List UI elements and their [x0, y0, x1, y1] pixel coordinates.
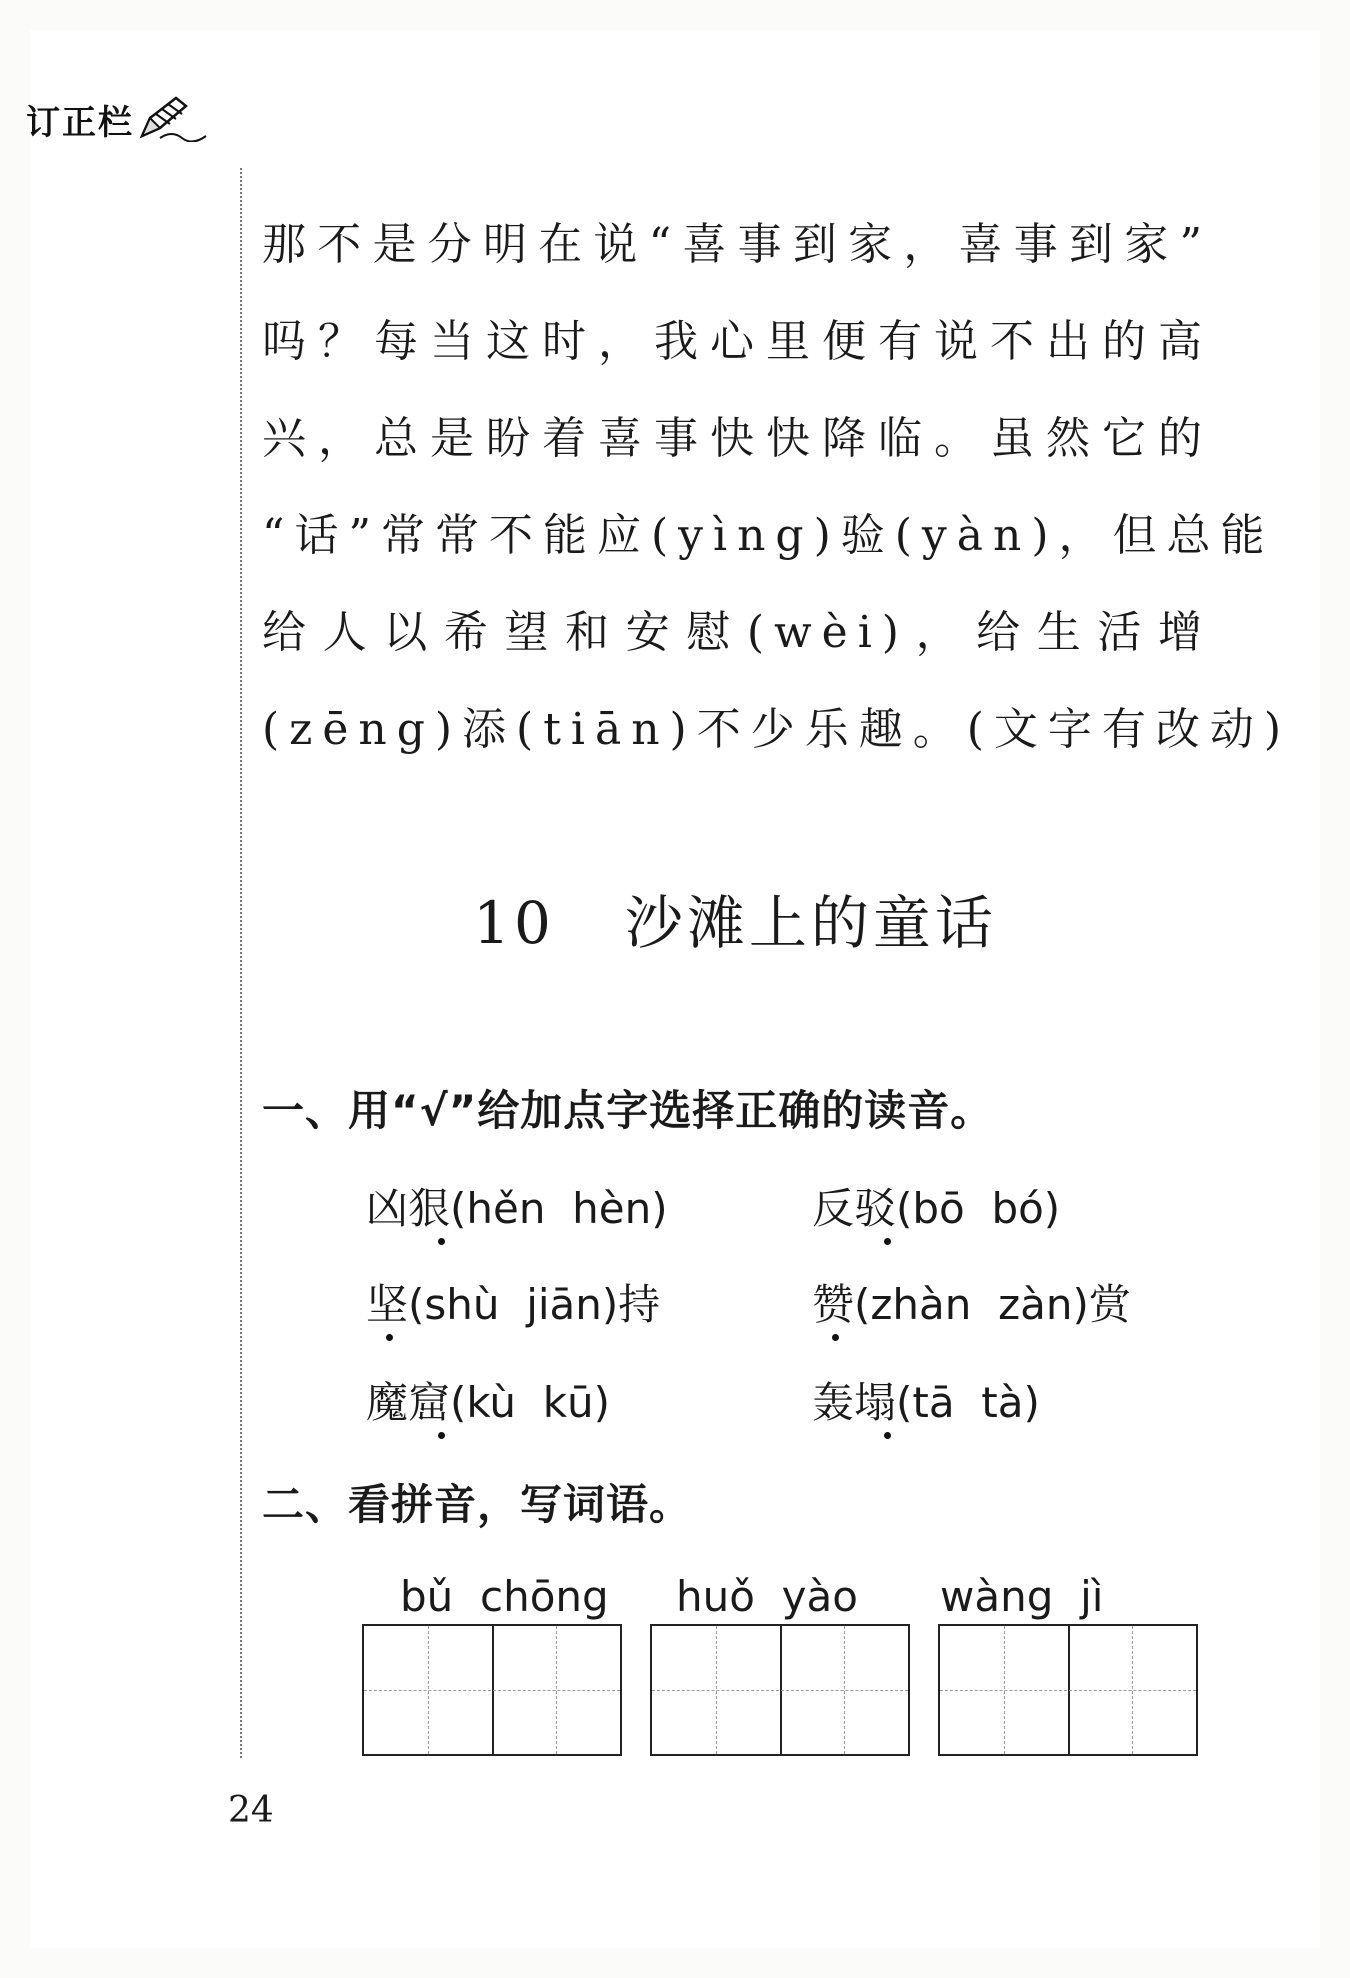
choice-item: 轰塌(tā tà) [812, 1378, 1040, 1427]
writing-box[interactable] [938, 1624, 1198, 1756]
lesson-title [0, 876, 1350, 960]
margin-title: 订正栏 [26, 102, 134, 143]
page-number: 24 [228, 1790, 274, 1831]
choice-item: 凶狠(hěn hèn) [366, 1184, 668, 1233]
choice-item: 赞(zhàn zàn)赏 [812, 1280, 1131, 1329]
passage-line: “话”常常不能应(yìng)验(yàn)，但总能 [262, 510, 1275, 561]
emphasis-dot [438, 1238, 445, 1245]
question-2-heading: 二、看拼音，写词语。 [262, 1480, 693, 1529]
passage-line: 那不是分明在说“喜事到家，喜事到家” [262, 219, 1212, 270]
lesson-name: 沙滩上的童话 [624, 889, 997, 957]
passage [262, 196, 1292, 778]
emphasis-dot [884, 1238, 891, 1245]
writing-box[interactable] [650, 1624, 910, 1756]
emphasis-dot [884, 1432, 891, 1439]
writing-box[interactable] [362, 1624, 622, 1756]
choice-item: 魔窟(kù kū) [366, 1378, 611, 1427]
margin-divider [240, 168, 242, 1758]
lesson-number: 10 [473, 889, 555, 957]
pinyin-label: bǔ chōng [400, 1572, 609, 1621]
emphasis-dot [386, 1334, 393, 1341]
emphasis-dot [438, 1432, 445, 1439]
passage-line: (zēng)添(tiān)不少乐趣。(文字有改动) [262, 704, 1292, 755]
pinyin-label: huǒ yào [676, 1572, 858, 1621]
question-1-heading: 一、用“√”给加点字选择正确的读音。 [262, 1086, 994, 1135]
passage-line: 给人以希望和安慰(wèi)，给生活增 [262, 607, 1212, 658]
passage-line: 兴，总是盼着喜事快快降临。虽然它的 [262, 413, 1212, 464]
margin-header [26, 92, 216, 146]
passage-line: 吗？每当这时，我心里便有说不出的高 [262, 316, 1212, 367]
emphasis-dot [832, 1334, 839, 1341]
choice-item: 坚(shù jiān)持 [366, 1280, 661, 1329]
pencil-icon [136, 92, 216, 146]
choice-item: 反驳(bō bó) [812, 1184, 1061, 1233]
pinyin-label: wàng jì [940, 1572, 1104, 1621]
